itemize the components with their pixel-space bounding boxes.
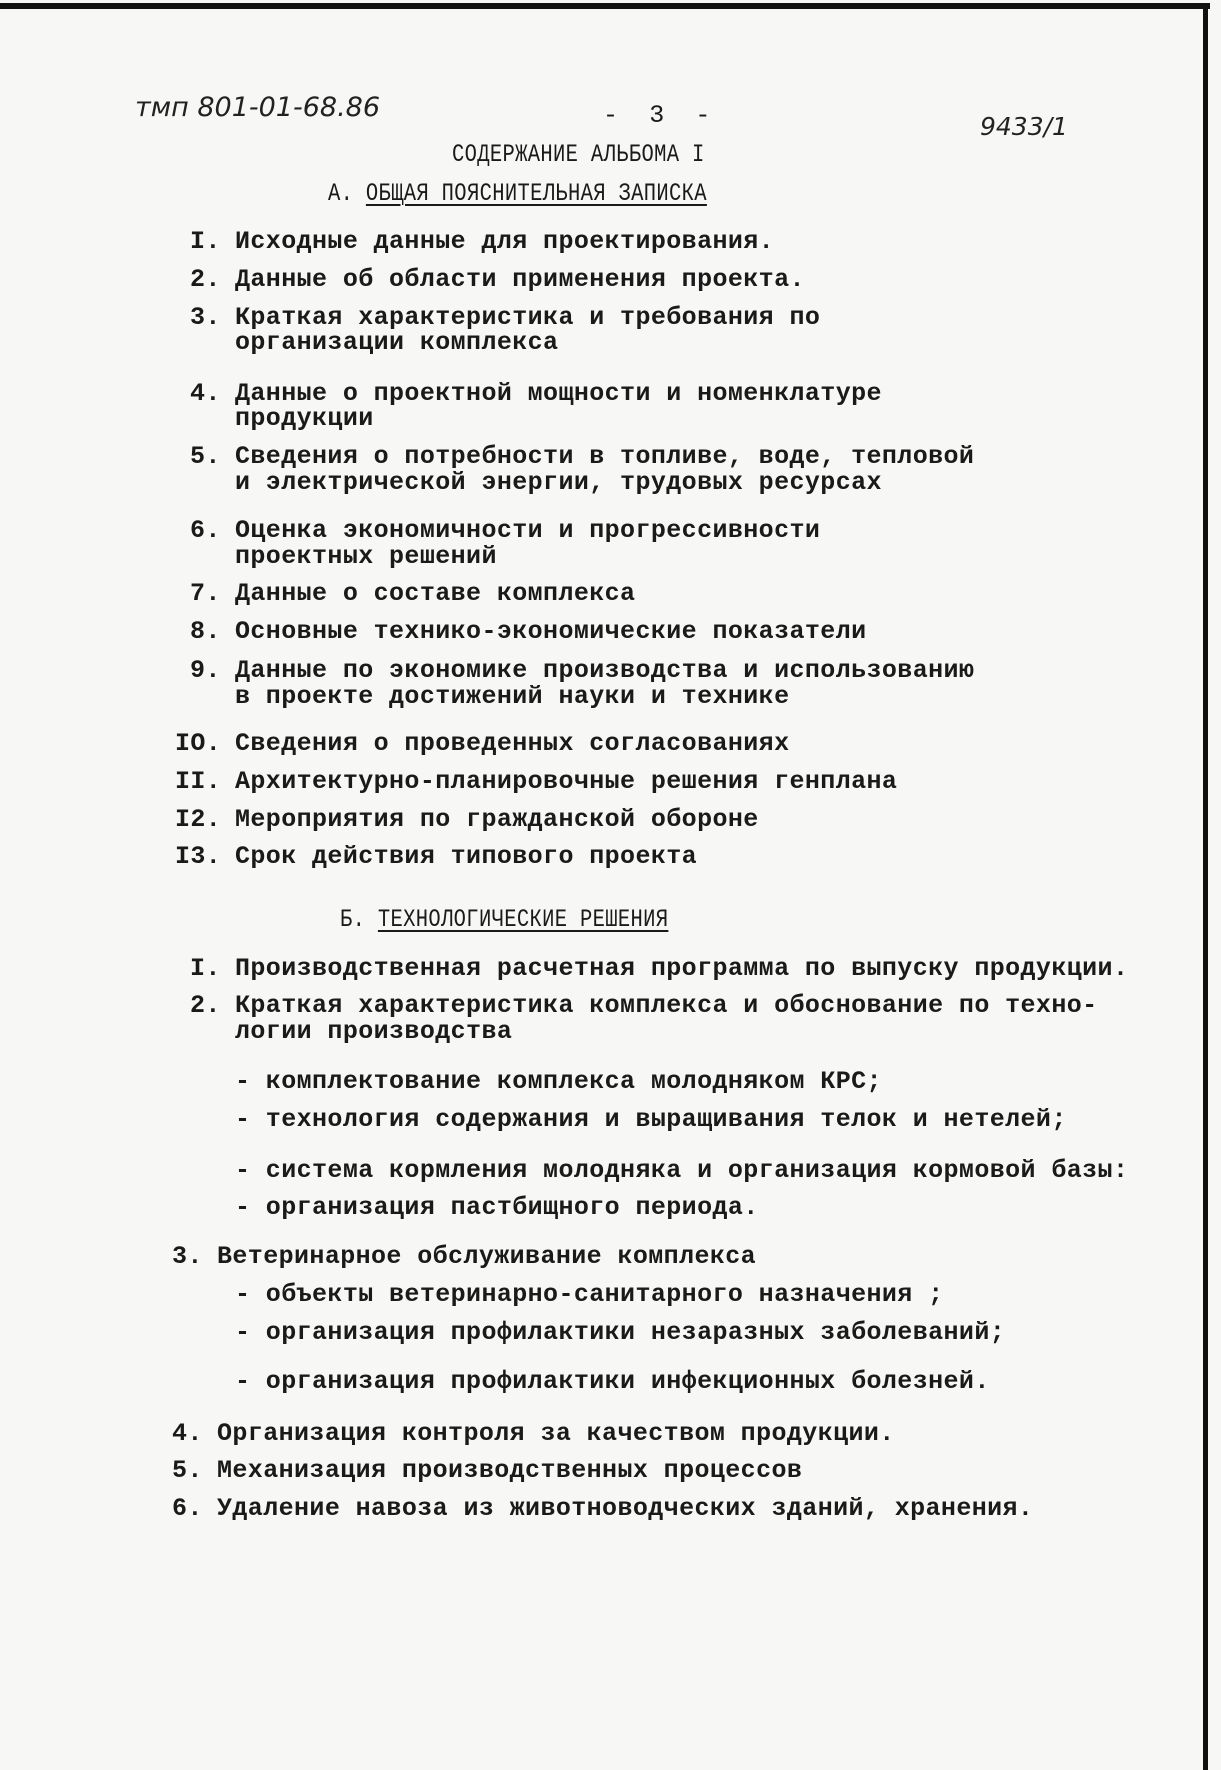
toc-item-number: 5. (190, 442, 221, 471)
toc-item-text: Исходные данные для проектирования. (235, 227, 775, 256)
toc-subitem: - организация профилактики незаразных заболеваний; (235, 1318, 1006, 1347)
toc-item-number: 2. (190, 265, 221, 294)
section-b-heading (340, 907, 668, 933)
toc-subitem: - объекты ветеринарно-санитарного назначения ; (235, 1280, 944, 1309)
toc-item-text: Сведения о потребности в топливе, воде, тепловой (235, 442, 975, 471)
page-border-top (0, 3, 1210, 9)
toc-item-number: I. (190, 227, 221, 256)
toc-item-text: Данные об области применения проекта. (235, 265, 805, 294)
toc-item-number: 3. (172, 1242, 203, 1271)
toc-item-text: Данные о составе комплекса (235, 579, 636, 608)
toc-subitem: - комплектование комплекса молодняком КРС; (235, 1067, 882, 1096)
section-b-letter: Б. (340, 905, 366, 934)
toc-item-text: Данные по экономике производства и использованию (235, 656, 975, 685)
album-title: СОДЕРЖАНИЕ АЛЬБОМА I (452, 140, 705, 169)
page-border-right (1203, 3, 1208, 1770)
toc-subitem: - организация профилактики инфекционных болезней. (235, 1367, 990, 1396)
toc-subitem: - система кормления молодняка и организация кормовой базы: (235, 1156, 1129, 1185)
toc-item-number: 3. (190, 303, 221, 332)
toc-item-number: 4. (190, 379, 221, 408)
toc-item-text: и электрической энергии, трудовых ресурсах (235, 468, 882, 497)
toc-item-text: продукции (235, 404, 374, 433)
toc-item-text: в проекте достижений науки и технике (235, 682, 790, 711)
toc-subitem: - организация пастбищного периода. (235, 1193, 759, 1222)
section-a-heading (328, 181, 707, 207)
toc-item-number: 4. (172, 1419, 203, 1448)
toc-item-number: IO. (175, 729, 222, 758)
toc-item-number: I. (190, 954, 221, 983)
toc-item-number: I3. (175, 842, 222, 871)
toc-item-text: организации комплекса (235, 328, 559, 357)
toc-item-text: Сведения о проведенных согласованиях (235, 729, 790, 758)
toc-item-number: 6. (190, 516, 221, 545)
toc-item-text: проектных решений (235, 542, 497, 571)
toc-subitem: - технология содержания и выращивания телок и нетелей; (235, 1105, 1067, 1134)
toc-item-text: Удаление навоза из животноводческих зданий, хранения. (217, 1494, 1034, 1523)
sheet-number: 9433/1 (980, 112, 1068, 141)
doc-code: тмп 801-01-68.86 (135, 92, 381, 123)
toc-item-text: Производственная расчетная программа по выпуску продукции. (235, 954, 1129, 983)
page-number: - 3 - (603, 101, 711, 130)
toc-item-text: Основные технико-экономические показатели (235, 617, 867, 646)
toc-item-text: Краткая характеристика и требования по (235, 303, 821, 332)
toc-item-number: I2. (175, 805, 222, 834)
toc-item-number: 5. (172, 1456, 203, 1485)
section-b-title: ТЕХНОЛОГИЧЕСКИЕ РЕШЕНИЯ (377, 905, 669, 934)
toc-item-text: Данные о проектной мощности и номенклатуре (235, 379, 882, 408)
toc-item-text: Мероприятия по гражданской обороне (235, 805, 759, 834)
toc-item-number: 7. (190, 579, 221, 608)
toc-item-number: 2. (190, 991, 221, 1020)
section-a-letter: А. (328, 179, 354, 208)
toc-item-number: 9. (190, 656, 221, 685)
toc-item-text: Срок действия типового проекта (235, 842, 698, 871)
section-a-title: ОБЩАЯ ПОЯСНИТЕЛЬНАЯ ЗАПИСКА (365, 179, 707, 208)
toc-item-text: Архитектурно-планировочные решения генплана (235, 767, 898, 796)
toc-item-number: II. (175, 767, 222, 796)
toc-item-text: Механизация производственных процессов (217, 1456, 803, 1485)
toc-item-text: Организация контроля за качеством продукции. (217, 1419, 895, 1448)
toc-item-number: 6. (172, 1494, 203, 1523)
toc-item-text: логии производства (235, 1017, 513, 1046)
toc-item-text: Оценка экономичности и прогрессивности (235, 516, 821, 545)
toc-item-text: Ветеринарное обслуживание комплекса (217, 1242, 757, 1271)
toc-item-text: Краткая характеристика комплекса и обоснование по техно- (235, 991, 1098, 1020)
toc-item-number: 8. (190, 617, 221, 646)
